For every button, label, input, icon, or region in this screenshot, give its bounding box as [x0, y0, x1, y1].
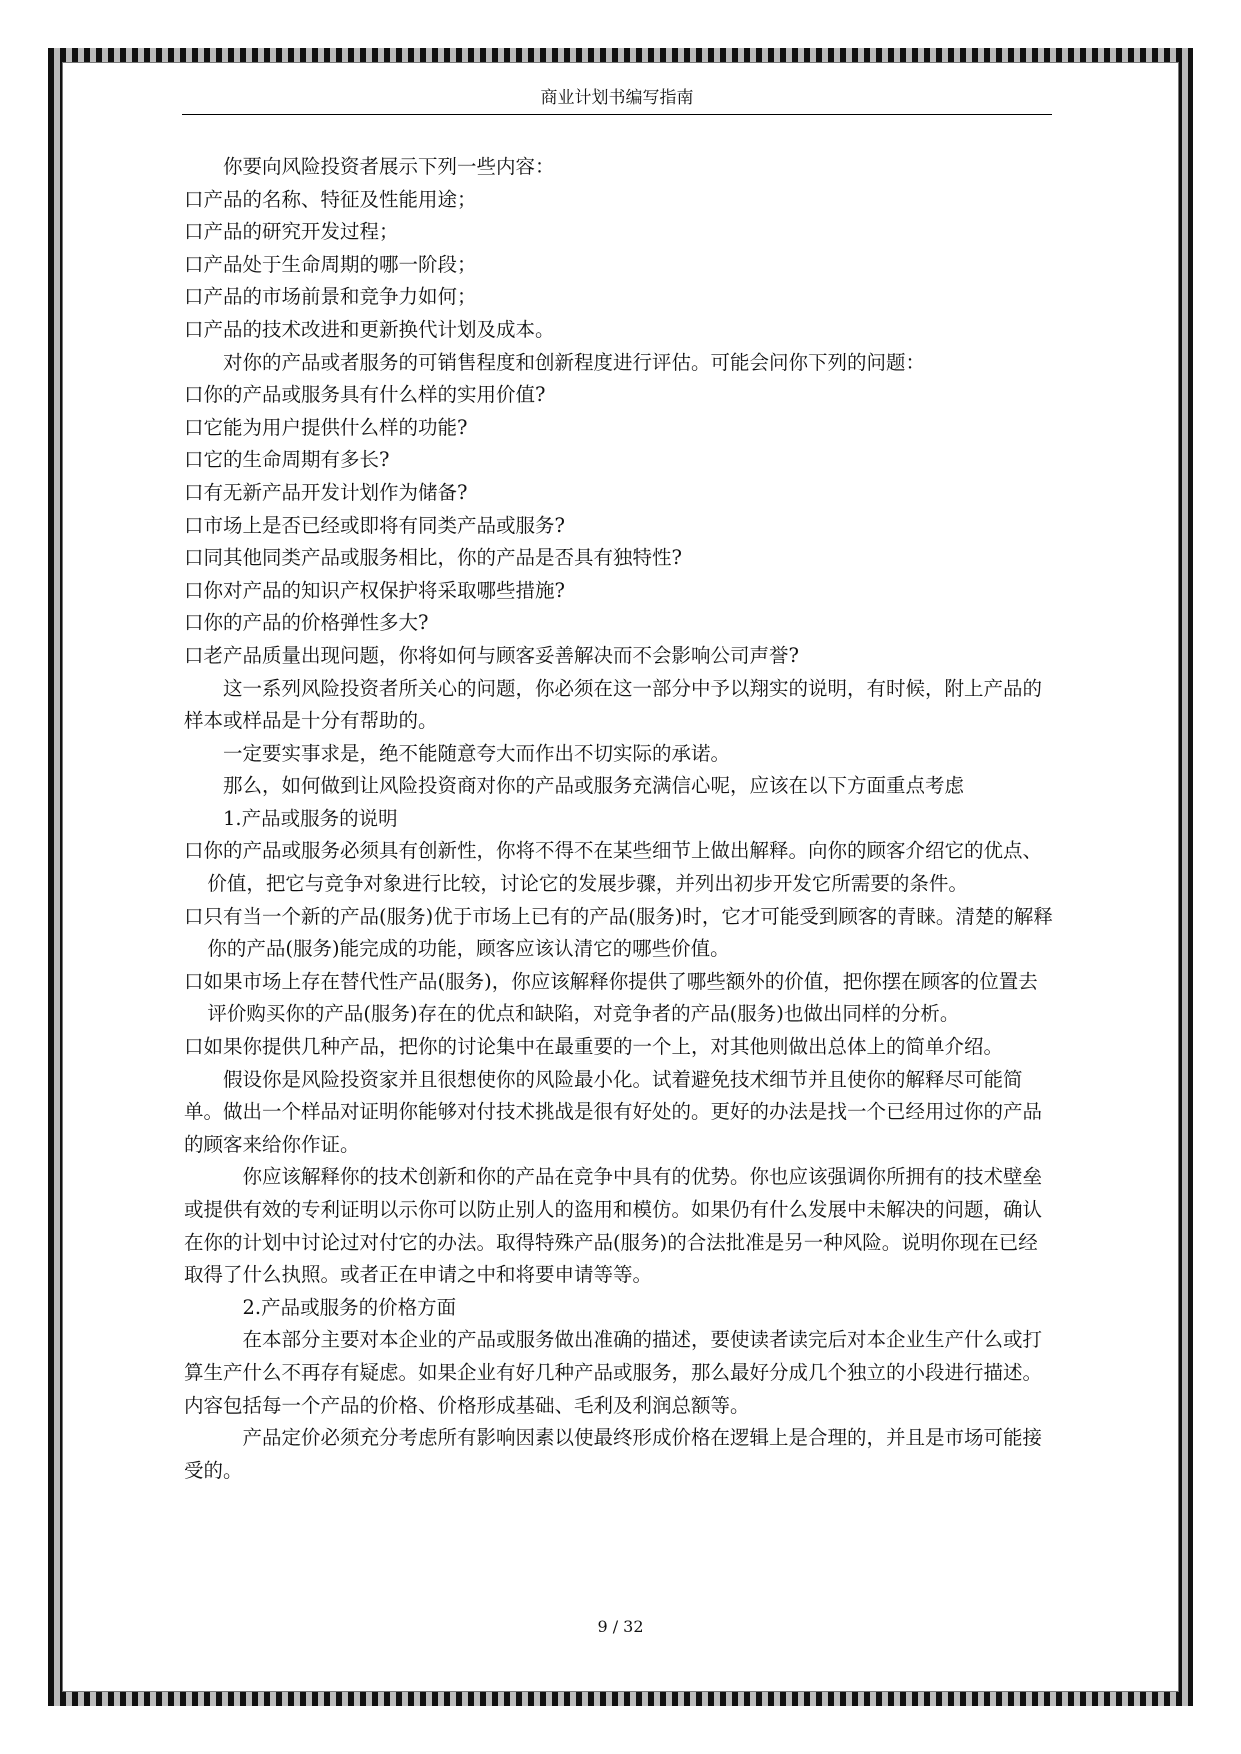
question-item: 口有无新产品开发计划作为储备? [184, 480, 468, 504]
intro-paragraph: 你要向风险投资者展示下列一些内容： [223, 155, 555, 178]
question-item: 口市场上是否已经或即将有同类产品或服务? [184, 513, 565, 537]
running-header: 商业计划书编写指南 [540, 88, 694, 108]
question-item: 口它能为用户提供什么样的功能? [184, 415, 468, 439]
question-item: 口同其他同类产品或服务相比，你的产品是否具有独特性? [184, 546, 682, 570]
page-number: 9 / 32 [597, 1617, 644, 1636]
question-item: 口你的产品或服务具有什么样的实用价值? [184, 383, 546, 407]
section-heading: 2.产品或服务的价格方面 [242, 1295, 457, 1319]
checklist-item: 口产品处于生命周期的哪一阶段； [184, 252, 477, 276]
description-item: 口如果市场上存在替代性产品(服务)，你应该解释你提供了哪些额外的价值，把你摆在顾客的位置去评价购买你的产品(服务)存在的优点和缺陷，对竞争者的产品(服务)也做出同样的分析。 [184, 969, 1038, 1026]
body-paragraph: 那么，如何做到让风险投资商对你的产品或服务充满信心呢，应该在以下方面重点考虑 [223, 774, 965, 798]
description-item: 口如果你提供几种产品，把你的讨论集中在最重要的一个上，对其他则做出总体上的简单介绍。 [184, 1035, 1004, 1059]
body-paragraph: 你应该解释你的技术创新和你的产品在竞争中具有的优势。你也应该强调你所拥有的技术壁垒或提供有效的专利证明以示你可以防止别人的盗用和模仿。如果仍有什么发展中未解决的问题，确认在你的计划中讨论过对付它的办法。取得特殊产品(服务)的合法批准是另一种风险。说明你现在已经取得了什么执照。或者正在申请之中和将要申请等等。 [184, 1165, 1043, 1287]
header-rule [182, 114, 1052, 115]
question-item: 口你对产品的知识产权保护将采取哪些措施? [184, 578, 565, 602]
checklist-item: 口产品的技术改进和更新换代计划及成本。 [184, 317, 555, 341]
body-paragraph: 在本部分主要对本企业的产品或服务做出准确的描述，要使读者读完后对本企业生产什么或打算生产什么不再存有疑虑。如果企业有好几种产品或服务，那么最好分成几个独立的小段进行描述。内容包括每一个产品的价格、价格形成基础、毛利及利润总额等。 [184, 1328, 1043, 1417]
page-body [184, 151, 1054, 1487]
body-paragraph: 产品定价必须充分考虑所有影响因素以使最终形成价格在逻辑上是合理的，并且是市场可能接受的。 [184, 1426, 1043, 1482]
checklist-item: 口产品的市场前景和竞争力如何； [184, 285, 477, 309]
checklist-item: 口产品的研究开发过程； [184, 220, 399, 244]
body-paragraph: 对你的产品或者服务的可销售程度和创新程度进行评估。可能会问你下列的问题： [223, 350, 926, 374]
body-paragraph: 一定要实事求是，绝不能随意夸大而作出不切实际的承诺。 [223, 741, 731, 765]
section-heading: 1.产品或服务的说明 [223, 806, 398, 830]
description-item: 口你的产品或服务必须具有创新性，你将不得不在某些细节上做出解释。向你的顾客介绍它的优点、价值，把它与竞争对象进行比较，讨论它的发展步骤，并列出初步开发它所需要的条件。 [184, 839, 1043, 896]
body-paragraph: 这一系列风险投资者所关心的问题，你必须在这一部分中予以翔实的说明，有时候，附上产品的样本或样品是十分有帮助的。 [184, 676, 1043, 733]
description-item: 口只有当一个新的产品(服务)优于市场上已有的产品(服务)时，它才可能受到顾客的青睐。清楚的解释你的产品(服务)能完成的功能，顾客应该认清它的哪些价值。 [184, 904, 1053, 961]
question-item: 口你的产品的价格弹性多大? [184, 611, 429, 635]
question-item: 口它的生命周期有多长? [184, 448, 390, 472]
question-item: 口老产品质量出现问题，你将如何与顾客妥善解决而不会影响公司声誉? [184, 643, 799, 667]
checklist-item: 口产品的名称、特征及性能用途； [184, 187, 477, 211]
body-paragraph: 假设你是风险投资家并且很想使你的风险最小化。试着避免技术细节并且使你的解释尽可能简单。做出一个样品对证明你能够对付技术挑战是很有好处的。更好的办法是找一个已经用过你的产品的顾客来给你作证。 [184, 1067, 1043, 1156]
